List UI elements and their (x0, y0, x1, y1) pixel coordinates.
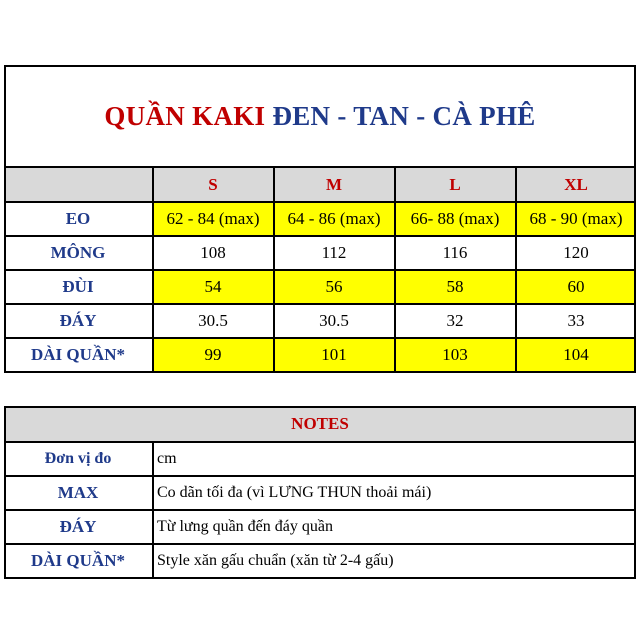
table-border (4, 235, 636, 237)
table-cell: 58 (446, 277, 464, 296)
table-cell: 60 (567, 277, 585, 296)
size-header-l: L (449, 174, 461, 194)
table-cell: 101 (321, 345, 347, 364)
table-cell: 112 (321, 243, 347, 262)
table-border (4, 406, 6, 579)
table-border (515, 166, 517, 373)
row-label-mong: MÔNG (50, 243, 106, 262)
table-border (4, 475, 636, 477)
notes-value: Style xăn gấu chuẩn (xăn từ 2-4 gấu) (157, 552, 394, 569)
table-border (634, 65, 636, 373)
table-cell: 56 (325, 277, 343, 296)
size-header-m: M (325, 174, 343, 194)
table-cell: 54 (204, 277, 222, 296)
notes-label-unit: Đơn vị đo (44, 450, 112, 467)
table-border (152, 441, 154, 579)
table-cell: 32 (446, 311, 464, 330)
table-border (4, 441, 636, 443)
table-cell: 104 (563, 345, 589, 364)
table-cell: 68 - 90 (max) (529, 209, 623, 228)
notes-value: Co dãn tối đa (vì LƯNG THUN thoải mái) (157, 484, 432, 501)
notes-label-day: ĐÁY (59, 517, 97, 536)
table-cell: 108 (200, 243, 226, 262)
table-cell: 30.5 (198, 311, 228, 330)
notes-label-max: MAX (57, 483, 99, 502)
table-border (4, 166, 636, 168)
table-border (634, 406, 636, 579)
table-border (4, 509, 636, 511)
table-border (4, 577, 636, 579)
table-border (273, 166, 275, 373)
table-border (152, 166, 154, 373)
row-label-day: ĐÁY (59, 311, 97, 330)
size-header-s: S (208, 174, 218, 194)
title-red-part: QUẦN KAKI (104, 100, 266, 131)
table-border (4, 406, 636, 408)
table-border (4, 65, 636, 67)
notes-label-dai-quan: DÀI QUẦN* (31, 551, 125, 570)
row-label-dui: ĐÙI (62, 277, 94, 296)
table-border (4, 269, 636, 271)
title-blue-part: ĐEN - TAN - CÀ PHÊ (272, 100, 536, 131)
table-cell: 99 (204, 345, 222, 364)
table-cell: 30.5 (319, 311, 349, 330)
table-border (4, 543, 636, 545)
table-border (4, 371, 636, 373)
page-title (4, 66, 636, 166)
notes-value: cm (157, 450, 177, 467)
size-header-xl: XL (564, 174, 588, 194)
table-border (394, 166, 396, 373)
table-border (4, 303, 636, 305)
table-cell: 64 - 86 (max) (287, 209, 381, 228)
row-label-dai-quan: DÀI QUẦN* (31, 345, 125, 364)
table-border (4, 337, 636, 339)
table-cell: 66- 88 (max) (410, 209, 500, 228)
table-cell: 120 (563, 243, 589, 262)
table-cell: 103 (442, 345, 468, 364)
row-label-eo: EO (65, 209, 91, 228)
notes-value: Từ lưng quần đến đáy quần (157, 518, 333, 535)
table-border (4, 201, 636, 203)
notes-header: NOTES (291, 414, 349, 433)
table-cell: 116 (442, 243, 468, 262)
table-cell: 62 - 84 (max) (166, 209, 260, 228)
table-border (4, 65, 6, 373)
table-cell: 33 (567, 311, 585, 330)
